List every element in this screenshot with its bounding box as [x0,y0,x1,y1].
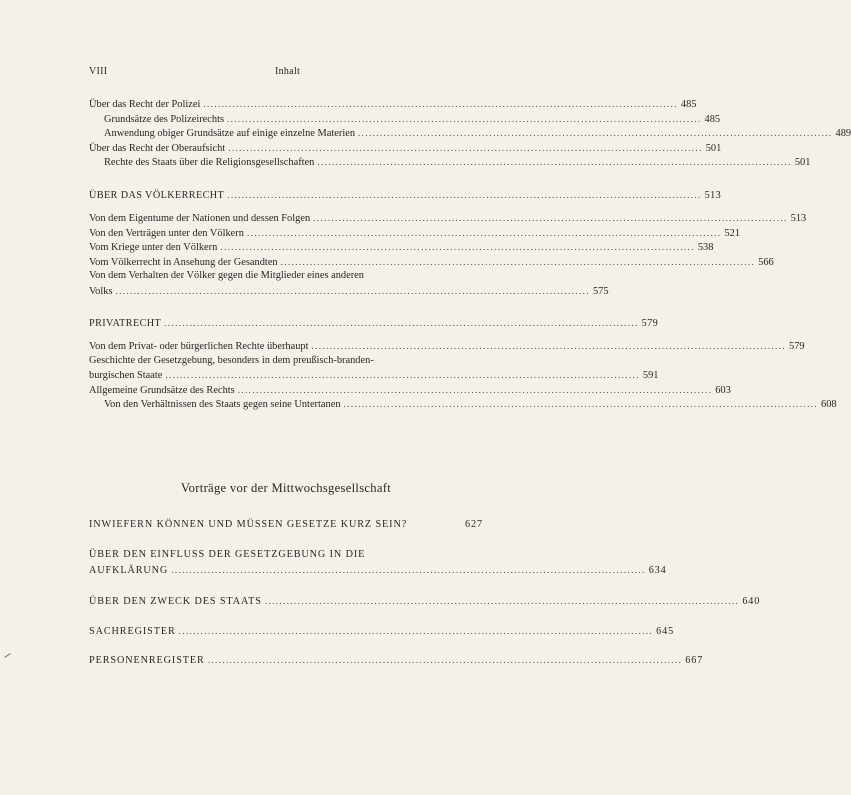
toc-lecture-3 [89,594,761,609]
toc-entry: Über das Recht der Polizei .................................................................................................................................. 485 [89,99,697,110]
running-header [89,66,483,80]
toc-entry: Allgemeine Grundsätze des Rechts .................................................................................................................................. 603 [89,384,731,396]
section-heading: Vorträge vor der Mittwochsgesellschaft [180,481,392,495]
toc-entry: Volks .................................................................................................................................. 575 [89,285,609,297]
toc-entry: Von den Verhältnissen des Staats gegen seine Untertanen .................................................................................................................................. 608 [104,399,837,410]
pencil-mark [4,653,10,658]
toc-section-voelkerrecht [89,188,722,203]
toc-entry: INWIEFERN KÖNNEN UND MÜSSEN GESETZE KURZ SEIN? 627 [89,519,483,530]
running-title: Inhalt [275,66,301,77]
toc-section-title: PRIVATRECHT .................................................................................................................................. 579 [89,318,659,329]
toc-entry-line1: Geschichte der Gesetzgebung, besonders in dem preußisch-branden- [89,354,374,366]
toc-section-voelkerrecht-entries [89,211,807,298]
toc-lecture-2 [89,548,667,577]
toc-entry: Rechte des Staats über die Religionsgesellschaften .................................................................................................................................. 501 [104,157,811,168]
toc-entry-line1: Von dem Verhalten der Völker gegen die Mitglieder eines anderen [89,270,364,281]
toc-entry: Von dem Eigentume der Nationen und dessen Folgen .................................................................................................................................. 513 [89,213,807,224]
toc-entry: Von dem Privat- oder bürgerlichen Rechte überhaupt .................................................................................................................................. 579 [89,341,805,352]
toc-section-title: ÜBER DAS VÖLKERRECHT .................................................................................................................................. 513 [89,190,722,201]
toc-entry: Von den Verträgen unter den Völkern .................................................................................................................................. 521 [89,227,741,239]
toc-entry: SACHREGISTER .................................................................................................................................. 645 [89,626,675,637]
toc-section-privatrecht-entries [89,339,837,412]
toc-entry-line1: ÜBER DEN EINFLUSS DER GESETZGEBUNG IN DIE [89,549,366,560]
toc-entry: Vom Völkerrecht in Ansehung der Gesandten .................................................................................................................................. 566 [89,256,774,268]
toc-entry: PERSONENREGISTER .................................................................................................................................. 667 [89,655,704,666]
toc-sachregister [89,624,675,639]
toc-lecture-1 [89,518,483,533]
toc-entry: Vom Kriege unter den Völkern .................................................................................................................................. 538 [89,242,714,253]
toc-entry: Anwendung obiger Grundsätze auf einige einzelne Materien .................................................................................................................................. 489 [104,128,851,139]
page-number: VIII [89,66,108,77]
toc-entry: AUFKLÄRUNG .................................................................................................................................. 634 [89,564,667,576]
toc-entry: Grundsätze des Polizeirechts .................................................................................................................................. 485 [104,113,721,125]
toc-personenregister [89,653,704,668]
toc-section-polizei [89,97,851,170]
toc-entry: ÜBER DEN ZWECK DES STAATS .................................................................................................................................. 640 [89,596,761,607]
toc-entry: burgischen Staate .................................................................................................................................. 591 [89,370,659,381]
toc-entry: Über das Recht der Oberaufsicht .................................................................................................................................. 501 [89,142,722,154]
toc-section-privatrecht [89,316,659,331]
